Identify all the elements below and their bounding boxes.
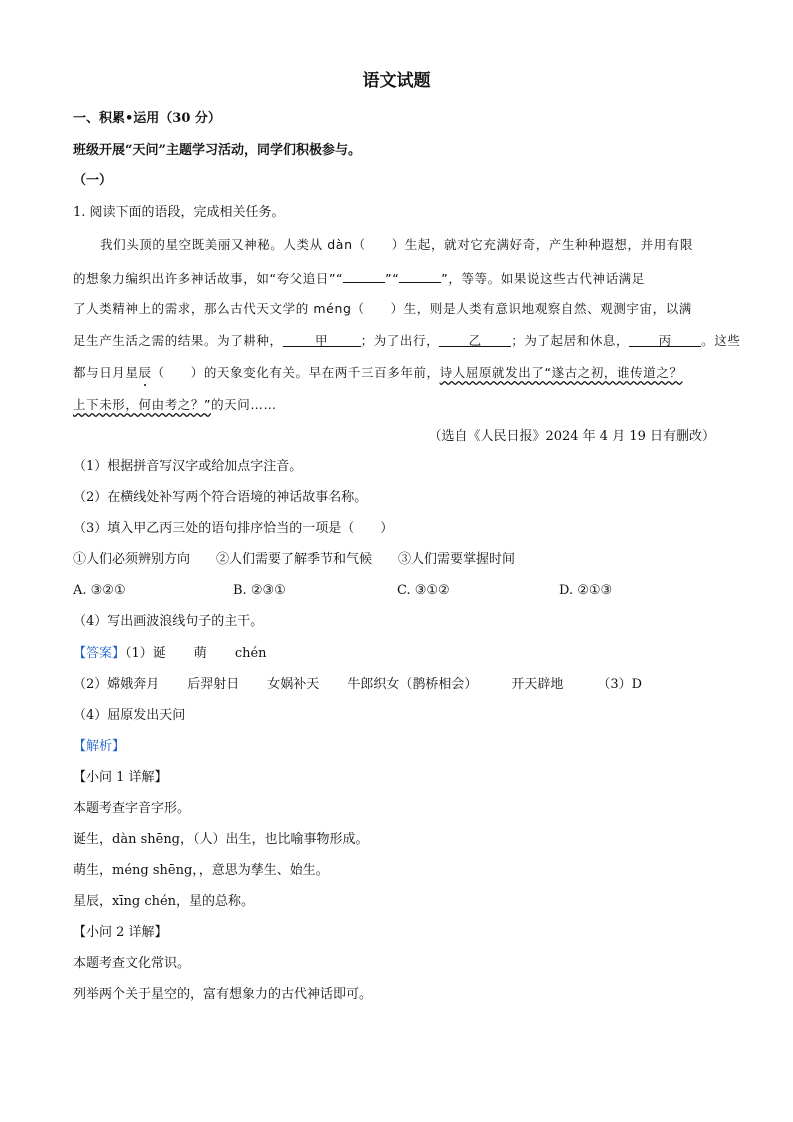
passage-line-1: 我们头顶的星空既美丽又神秘。人类从 dàn（ ）生起，就对它充满好奇，产生种种遐想，并用有限 bbox=[100, 237, 694, 252]
wavy-sentence-part-1: 诗人屈原就发出了“遂古之初，谁传道之？ bbox=[439, 365, 683, 380]
wavy-sentence-part-2: 上下未形，何由考之？” bbox=[73, 397, 212, 412]
answer-line-2: （2）嫦娥奔月 后羿射日 女娲补天 牛郎织女（鹊桥相会） 开天辟地 （3）D bbox=[73, 677, 643, 692]
answer-line-4: （4）屈原发出天问 bbox=[73, 708, 186, 723]
dotted-char: 辰 bbox=[138, 365, 152, 380]
page-title: 语文试题 bbox=[362, 71, 431, 91]
section-heading: 一、积累•运用（30 分） bbox=[73, 111, 221, 126]
sub1-text-2: 诞生，dàn shēng，（人）出生，也比喻事物形成。 bbox=[73, 832, 369, 847]
sub-question-1-heading: 【小问 1 详解】 bbox=[73, 770, 168, 785]
blank-myth-2 bbox=[399, 268, 441, 283]
choice-statements: ①人们必须辨别方向 ②人们需要了解季节和气候 ③人们需要掌握时间 bbox=[73, 552, 516, 567]
analysis-tag: 【解析】 bbox=[73, 739, 126, 754]
answer-line-1: 【答案】（1）诞 萌 chén bbox=[73, 646, 267, 661]
sub2-text-1: 本题考查文化常识。 bbox=[73, 956, 191, 971]
option-c: C. ③①② bbox=[397, 583, 450, 598]
sub1-text-3: 萌生，méng shēng，，意思为孳生、始生。 bbox=[73, 863, 329, 878]
option-d: D. ②①③ bbox=[559, 583, 613, 598]
part-heading: （一） bbox=[73, 173, 113, 188]
question-1: 1. 阅读下面的语段，完成相关任务。 bbox=[73, 205, 285, 220]
option-a: A. ③②① bbox=[73, 583, 126, 598]
sub1-text-4: 星辰，xīng chén，星的总称。 bbox=[73, 894, 255, 909]
blank-yi: 乙 bbox=[439, 332, 511, 347]
passage-line-3: 了人类精神上的需求，那么古代天文学的 méng（ ）生，则是人类有意识地观察自然、观测宇宙，以满 bbox=[73, 301, 692, 316]
blank-myth-1 bbox=[343, 268, 385, 283]
option-b: B. ②③① bbox=[233, 583, 286, 598]
sub1-text-1: 本题考查字音字形。 bbox=[73, 801, 191, 816]
sub-question-2-heading: 【小问 2 详解】 bbox=[73, 925, 168, 940]
task-4: （4）写出画波浪线句子的主干。 bbox=[73, 614, 264, 629]
activity-intro: 班级开展“天问”主题学习活动，同学们积极参与。 bbox=[73, 143, 361, 158]
sub2-text-2: 列举两个关于星空的，富有想象力的古代神话即可。 bbox=[73, 987, 373, 1002]
blank-jia: 甲 bbox=[283, 332, 361, 347]
task-3: （3）填入甲乙丙三处的语句排序恰当的一项是（ ） bbox=[73, 521, 394, 536]
passage-line-6: 上下未形，何由考之？”的天问…… bbox=[73, 397, 277, 412]
passage-line-5: 都与日月星辰（ ）的天象变化有关。早在两千三百多年前，诗人屈原就发出了“遂古之初，谁传道之？ bbox=[73, 365, 683, 380]
options-row bbox=[73, 582, 723, 600]
passage-line-4: 足生产生活之需的结果。为了耕种， 甲 ；为了出行， 乙 ；为了起居和休息， 丙 。这些 bbox=[73, 333, 741, 348]
source-note: （选自《人民日报》2024 年 4 月 19 日有删改） bbox=[428, 429, 715, 444]
blank-bing: 丙 bbox=[629, 332, 701, 347]
task-1: （1）根据拼音写汉字或给加点字注音。 bbox=[73, 459, 303, 474]
passage-line-2: 的想象力编织出许多神话故事，如“夸父追日”“ ”“ ”，等等。如果说这些古代神话满足 bbox=[73, 268, 645, 288]
task-2: （2）在横线处补写两个符合语境的神话故事名称。 bbox=[73, 490, 368, 505]
answer-tag: 【答案】 bbox=[73, 646, 126, 661]
